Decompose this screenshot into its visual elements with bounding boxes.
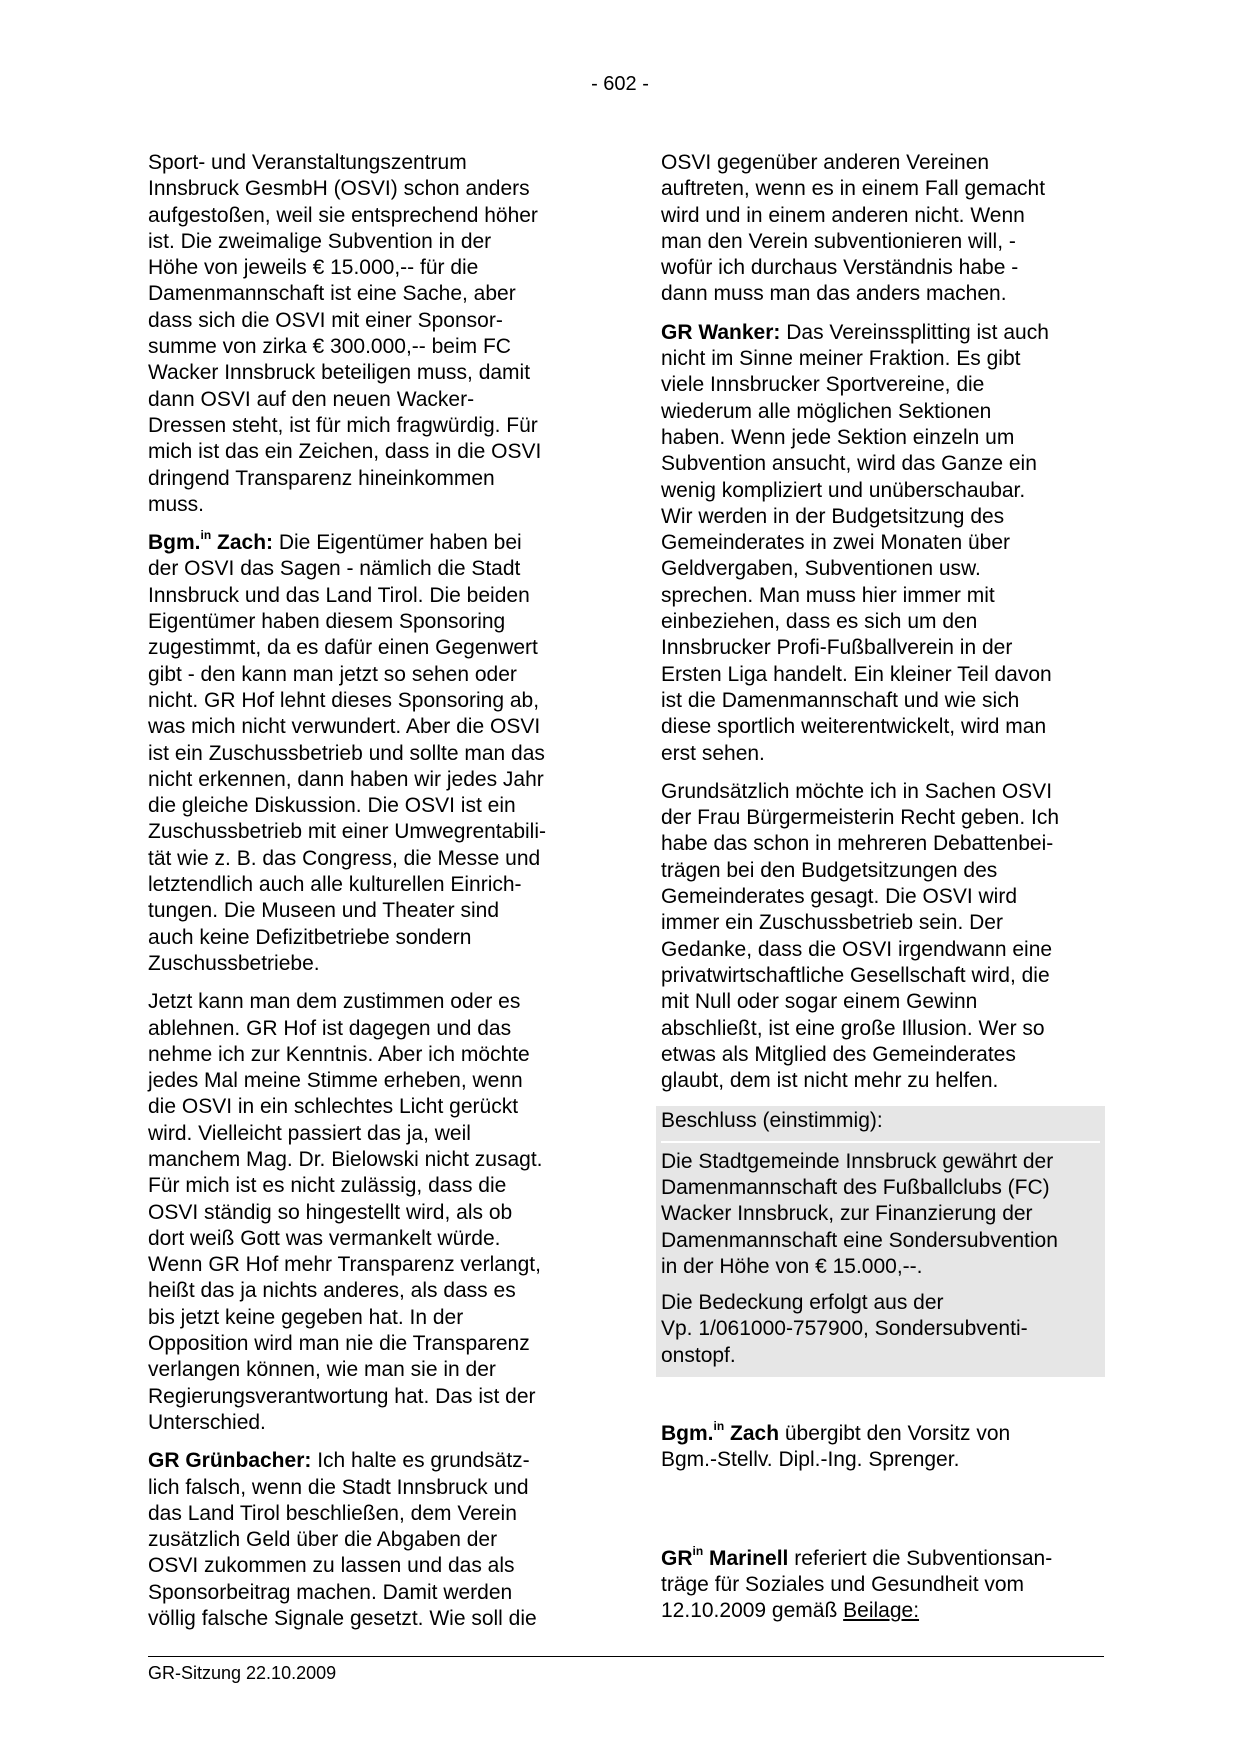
speech-text: Ich halte es grundsätz- lich falsch, wenn die Stadt Innsbruck und das Land Tirol beschließen, dem Verein zusätzlich Geld über die Abgaben der OSVI zukommen zu lassen und das als Sponsorbeitrag machen. Damit werden völlig falsche Signale gesetzt. Wie soll die [148,1449,537,1631]
speaker-name: Bgm.$^{in}$ Zach: [148,528,274,555]
paragraph-zach-chair [661,1421,1103,1474]
paragraph: OSVI gegenüber anderen Vereinen auftreten, wenn es in einem Fall gemacht wird und in einem anderen nicht. Wenn man den Verein subventionieren will, - wofür ich durchaus Verständnis habe - dann muss man das anders machen. [661,151,1046,306]
speaker-name: GR Grünbacher: [148,1449,312,1473]
speaker-name: $GR^{in}$ Marinell [661,1543,789,1570]
speech-text: referiert die Subventionsan- träge für Soziales und Gesundheit vom 12.10.2009 gemäß [661,1546,1053,1623]
paragraph-marinell [661,1543,1103,1625]
speech-text: übergibt den Vorsitz von Bgm.-Stellv. Dipl.-Ing. Sprenger. [661,1422,1011,1472]
speaker-name: GR Wanker: [661,320,781,344]
speech-text: Die Eigentümer haben bei der OSVI das Sagen - nämlich die Stadt Innsbruck und das Land Tirol. Die beiden Eigentümer haben diesem Sponsoring zugestimmt, da es dafür einen Gegenwert gibt - den kann man jetzt so sehen oder nicht. GR Hof lehnt dieses Sponsoring ab, was mich nicht verwundert. Aber die OSVI ist ein Zuschussbetrieb und sollte man das nicht erkennen, dann haben wir jedes Jahr die gleiche Diskussion. Die OSVI ist ein Zuschussbetrieb mit einer Umwegrentabili- tät wie z. B. das Congress, die Messe und letztendlich auch alle kulturellen Einrich- tungen. Die Museen und Theater sind auch keine Defizitbetriebe sondern Zuschussbetriebe. [148,531,546,975]
speech-text: Das Vereinssplitting ist auch nicht im Sinne meiner Fraktion. Es gibt viele Innsbrucker Sportvereine, die wiederum alle möglichen Sektionen haben. Wenn jede Sektion einzeln um Subvention ansucht, wird das Ganze ein wenig kompliziert und unüberschaubar. Wir werden in der Budgetsitzung des Gemeinderates in zwei Monaten über Geldvergaben, Subventionen usw. sprechen. Man muss hier immer mit einbeziehen, dass es sich um den Innsbrucker Profi-Fußballverein in der Ersten Liga handelt. Ein kleiner Teil davon ist die Damenmannschaft und wie sich diese sportlich weiterentwickelt, wird man erst sehen. [661,320,1052,765]
paragraph: Grundsätzlich möchte ich in Sachen OSVI der Frau Bürgermeisterin Recht geben. Ich habe das schon in mehreren Debattenbei- trägen bei den Budgetsitzungen des Gemeinderates gesagt. Die OSVI wird immer ein Zuschussbetrieb sein. Der Gedanke, dass die OSVI irgendwann eine privatwirtschaftliche Gesellschaft wird, die mit Null oder sogar einem Gewinn abschließt, ist eine große Illusion. Wer so etwas als Mitglied des Gemeinderates glaubt, dem ist nicht mehr zu helfen. [661,779,1060,1093]
resolution-title: Beschluss (einstimmig): [661,1108,1100,1142]
paragraph-wanker [661,320,1103,767]
attachment-link[interactable]: Beilage: [843,1599,920,1623]
paragraph: Sport- und Veranstaltungszentrum Innsbruck GesmbH (OSVI) schon anders aufgestoßen, weil sie entsprechend höher ist. Die zweimalige Subvention in der Höhe von jeweils € 15.000,-- für die Damenmannschaft ist eine Sache, aber dass sich die OSVI mit einer Sponsor- summe von zirka € 300.000,-- beim FC Wacker Innsbruck beteiligen muss, damit dann OSVI auf den neuen Wacker- Dressen steht, ist für mich fragwürdig. Für mich ist das ein Zeichen, dass in die OSVI dringend Transparenz hineinkommen muss. [148,151,542,516]
paragraph-zach [148,530,588,977]
footer-divider [148,1656,1104,1657]
left-column [148,150,588,1632]
resolution-box [656,1106,1105,1377]
page-number: - 602 - [591,73,649,95]
resolution-body: Die Stadtgemeinde Innsbruck gewährt der Damenmannschaft des Fußballclubs (FC) Wacker Innsbruck, zur Finanzierung der Damenmannschaft eine Sondersubvention in der Höhe von € 15.000,--. [661,1149,1058,1278]
paragraph-gruenbacher [148,1448,588,1632]
resolution-coverage: Die Bedeckung erfolgt aus der Vp. 1/061000-757900, Sondersubventi- onstopf. [661,1291,1028,1367]
right-column [661,150,1103,1637]
footer-session-label: GR-Sitzung 22.10.2009 [148,1663,337,1683]
paragraph: Jetzt kann man dem zustimmen oder es ablehnen. GR Hof ist dagegen und das nehme ich zur Kenntnis. Aber ich möchte jedes Mal meine Stimme erheben, wenn die OSVI in ein schlechtes Licht gerückt wird. Vielleicht passiert das ja, weil manchem Mag. Dr. Bielowski nicht zusagt. Für mich ist es nicht zulässig, dass die OSVI ständig so hingestellt wird, als ob dort weiß Gott was vermankelt würde. Wenn GR Hof mehr Transparenz verlangt, heißt das ja nichts anderes, als dass es bis jetzt keine gegeben hat. In der Opposition wird man nie die Transparenz verlangen können, wie man sie in der Regierungsverantwortung hat. Das ist der Unterschied. [148,990,543,1434]
speaker-name: Bgm.$^{in}$ Zach [661,1419,780,1446]
